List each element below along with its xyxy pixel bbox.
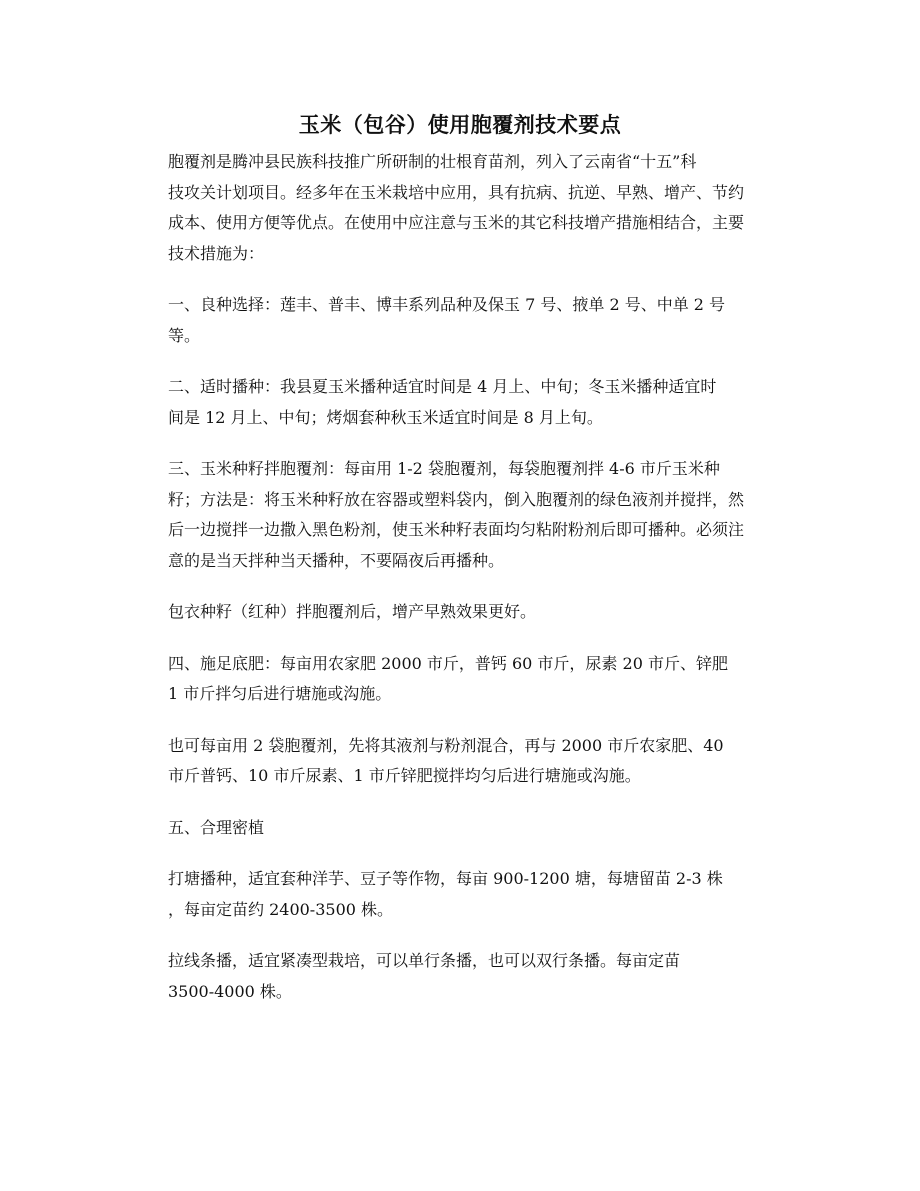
paragraph-line: 1 市斤拌匀后进行塘施或沟施。 [168,684,392,703]
document-title: 玉米（包谷）使用胞覆剂技术要点 [298,112,622,137]
paragraph-line: 四、施足底肥：每亩用农家肥 2000 市斤，普钙 60 市斤，尿素 20 市斤、锌肥 [168,653,728,673]
body-paragraph [134,864,794,925]
paragraph-line: 五、合理密植 [168,817,265,837]
paragraph-line: 市斤普钙、10 市斤尿素、1 市斤锌肥搅拌均匀后进行塘施或沟施。 [168,766,641,785]
paragraph-line: 3500-4000 株。 [168,981,292,1001]
paragraph-line: 一、良种选择：莲丰、普丰、博丰系列品种及保玉 7 号、掖单 2 号、中单 2 号 [168,295,726,314]
paragraph-line: 等。 [168,325,201,345]
body-paragraph [134,147,794,269]
paragraph-line: 意的是当天拌种当天播种，不要隔夜后再播种。 [168,550,505,570]
paragraph-line: 拉线条播，适宜紧凑型栽培，可以单行条播，也可以双行条播。每亩定苗 [168,951,681,970]
paragraph-line: 间是 12 月上、中旬；烤烟套种秋玉米适宜时间是 8 月上旬。 [168,407,603,427]
paragraph-line: ，每亩定苗约 2400-3500 株。 [168,899,394,919]
paragraph-line: 籽；方法是：将玉米种籽放在容器或塑料袋内，倒入胞覆剂的绿色液剂并搅拌，然 [168,489,745,509]
body-paragraph [134,946,794,1007]
body-paragraph [134,731,794,792]
paragraph-line: 技攻关计划项目。经多年在玉米栽培中应用，具有抗病、抗逆、早熟、增产、节约 [168,182,745,202]
body-paragraph [134,649,794,710]
paragraph-line: 技术措施为： [168,243,265,263]
paragraph-line: 打塘播种，适宜套种洋芋、豆子等作物，每亩 900-1200 塘，每塘留苗 2-3 株 [168,869,723,888]
document-body [134,147,794,1028]
body-paragraph [134,372,794,433]
body-paragraph [134,813,794,844]
body-paragraph [134,290,794,351]
paragraph-line: 包衣种籽（红种）拌胞覆剂后，增产早熟效果更好。 [168,602,537,621]
paragraph-line: 三、玉米种籽拌胞覆剂：每亩用 1-2 袋胞覆剂，每袋胞覆剂拌 4-6 市斤玉米种 [168,459,720,478]
paragraph-line: 二、适时播种：我县夏玉米播种适宜时间是 4 月上、中旬；冬玉米播种适宜时 [168,377,717,396]
paragraph-line: 也可每亩用 2 袋胞覆剂，先将其液剂与粉剂混合，再与 2000 市斤农家肥、40 [168,735,724,755]
paragraph-line: 胞覆剂是腾冲县民族科技推广所研制的壮根育苗剂，列入了云南省“十五”科 [168,152,697,171]
body-paragraph [134,597,794,628]
body-paragraph [134,454,794,576]
paragraph-line: 成本、使用方便等优点。在使用中应注意与玉米的其它科技增产措施相结合，主要 [168,213,745,232]
paragraph-line: 后一边搅拌一边撒入黑色粉剂，使玉米种籽表面均匀粘附粉剂后即可播种。必须注 [168,520,745,539]
